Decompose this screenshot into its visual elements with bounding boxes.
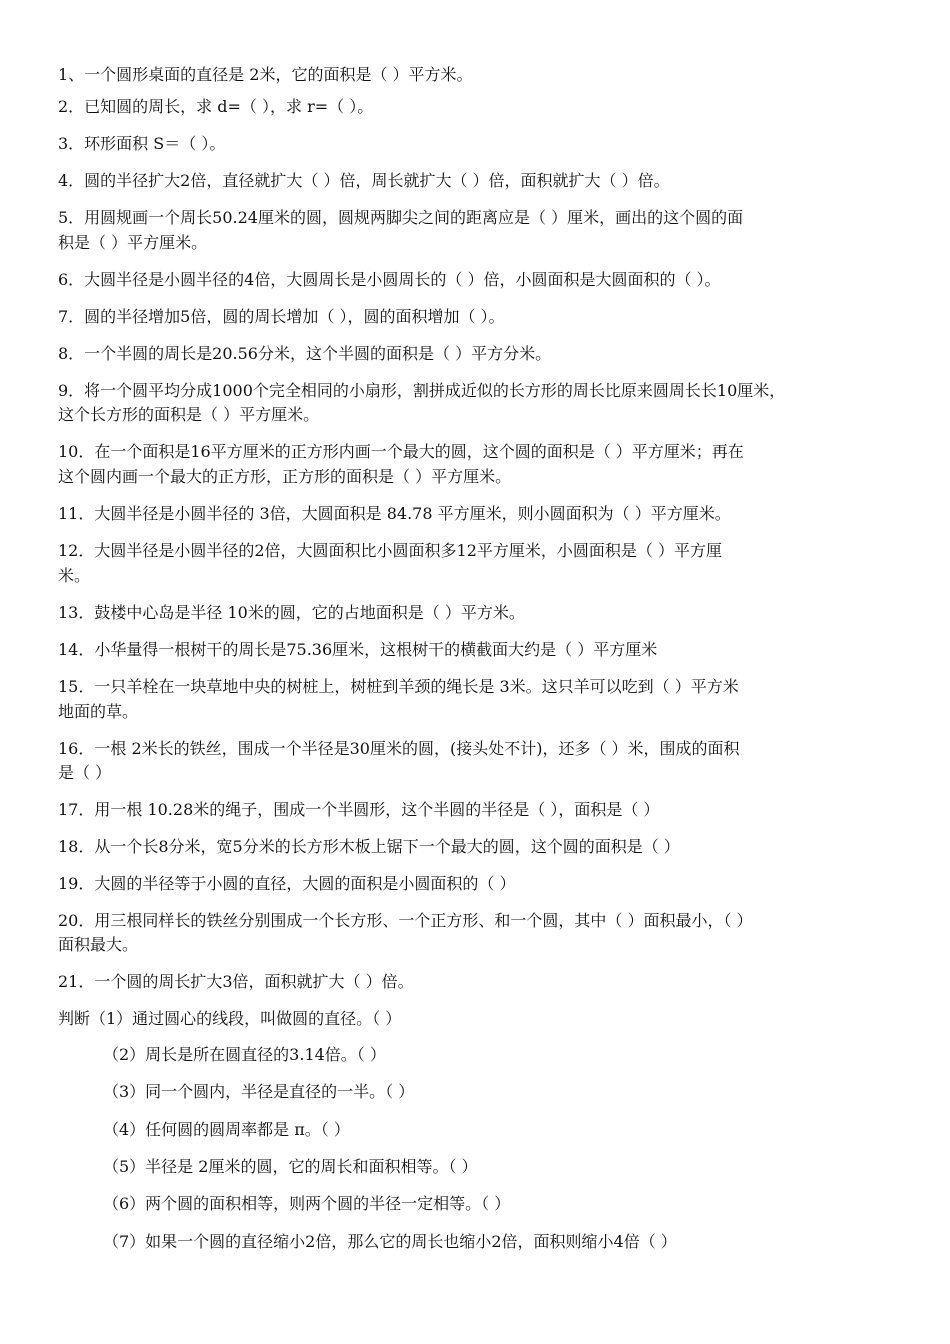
judgement-item-7: （7）如果一个圆的直径缩小2倍，那么它的周长也缩小2倍，面积则缩小4倍（ ） — [103, 1232, 677, 1251]
question-5-line-1: 5．用圆规画一个周长50.24厘米的圆，圆规两脚尖之间的距离应是（ ）厘米，画出的这个圆的面 — [58, 208, 744, 227]
question-17: 17．用一根 10.28米的绳子，围成一个半圆形，这个半圆的半径是（ ），面积是（ ） — [58, 800, 660, 819]
judgement-item-5: （5）半径是 2厘米的圆，它的周长和面积相等。（ ） — [103, 1157, 478, 1176]
question-10-line-2: 这个圆内画一个最大的正方形，正方形的面积是（ ）平方厘米。 — [58, 467, 512, 486]
question-5-line-2: 积是（ ）平方厘米。 — [58, 233, 208, 252]
question-12-line-2: 米。 — [58, 566, 91, 585]
question-12-line-1: 12．大圆半径是小圆半径的2倍，大圆面积比小圆面积多12平方厘米，小圆面积是（ ）平方厘 — [58, 541, 722, 560]
question-20-line-1: 20．用三根同样长的铁丝分别围成一个长方形、一个正方形、和一个圆，其中（ ）面积最小，（ ） — [58, 911, 753, 930]
judgement-item-2: （2）周长是所在圆直径的3.14倍。（ ） — [103, 1045, 386, 1064]
question-14: 14．小华量得一根树干的周长是75.36厘米，这根树干的横截面大约是（ ）平方厘米 — [58, 640, 658, 659]
question-15-line-2: 地面的草。 — [58, 702, 139, 721]
question-9-line-2: 这个长方形的面积是（ ）平方厘米。 — [58, 405, 320, 424]
question-1: 1、一个圆形桌面的直径是 2米，它的面积是（ ）平方米。 — [58, 65, 473, 84]
judgement-heading: 判断（1）通过圆心的线段，叫做圆的直径。（ ） — [58, 1009, 402, 1028]
question-16-line-2: 是（ ） — [58, 763, 112, 782]
question-7: 7．圆的半径增加5倍，圆的周长增加（ ），圆的面积增加（ ）。 — [58, 307, 505, 326]
question-6: 6．大圆半径是小圆半径的4倍，大圆周长是小圆周长的（ ）倍，小圆面积是大圆面积的（ ）。 — [58, 270, 721, 289]
question-2: 2．已知圆的周长，求 d=（ ），求 r=（ ）。 — [58, 97, 374, 116]
question-16-line-1: 16．一根 2米长的铁丝，围成一个半径是30厘米的圆，(接头处不计)，还多（ ）米，围成的面积 — [58, 739, 740, 758]
question-4: 4．圆的半径扩大2倍，直径就扩大（ ）倍，周长就扩大（ ）倍，面积就扩大（ ）倍。 — [58, 171, 670, 190]
question-18: 18．从一个长8分米，宽5分米的长方形木板上锯下一个最大的圆，这个圆的面积是（ ） — [58, 837, 680, 856]
question-3: 3．环形面积 S＝（ ）。 — [58, 134, 226, 153]
question-19: 19．大圆的半径等于小圆的直径，大圆的面积是小圆面积的（ ） — [58, 874, 516, 893]
question-21: 21．一个圆的周长扩大3倍，面积就扩大（ ）倍。 — [58, 972, 414, 991]
judgement-item-6: （6）两个圆的面积相等，则两个圆的半径一定相等。（ ） — [103, 1194, 511, 1213]
question-15-line-1: 15．一只羊栓在一块草地中央的树桩上，树桩到羊颈的绳长是 3米。这只羊可以吃到（ ）平方米 — [58, 677, 739, 696]
judgement-item-3: （3）同一个圆内，半径是直径的一半。（ ） — [103, 1082, 415, 1101]
question-11: 11．大圆半径是小圆半径的 3倍，大圆面积是 84.78 平方厘米，则小圆面积为（ ）平方厘米。 — [58, 504, 731, 523]
question-8: 8．一个半圆的周长是20.56分米，这个半圆的面积是（ ）平方分米。 — [58, 344, 552, 363]
judgement-item-4: （4）任何圆的圆周率都是 π。（ ） — [103, 1120, 350, 1139]
question-13: 13．鼓楼中心岛是半径 10米的圆，它的占地面积是（ ）平方米。 — [58, 603, 525, 622]
question-10-line-1: 10．在一个面积是16平方厘米的正方形内画一个最大的圆，这个圆的面积是（ ）平方厘米；再在 — [58, 442, 744, 461]
question-9-line-1: 9．将一个圆平均分成1000个完全相同的小扇形，割拼成近似的长方形的周长比原来圆周长长10厘米， — [58, 381, 786, 400]
question-20-line-2: 面积最大。 — [58, 935, 139, 954]
